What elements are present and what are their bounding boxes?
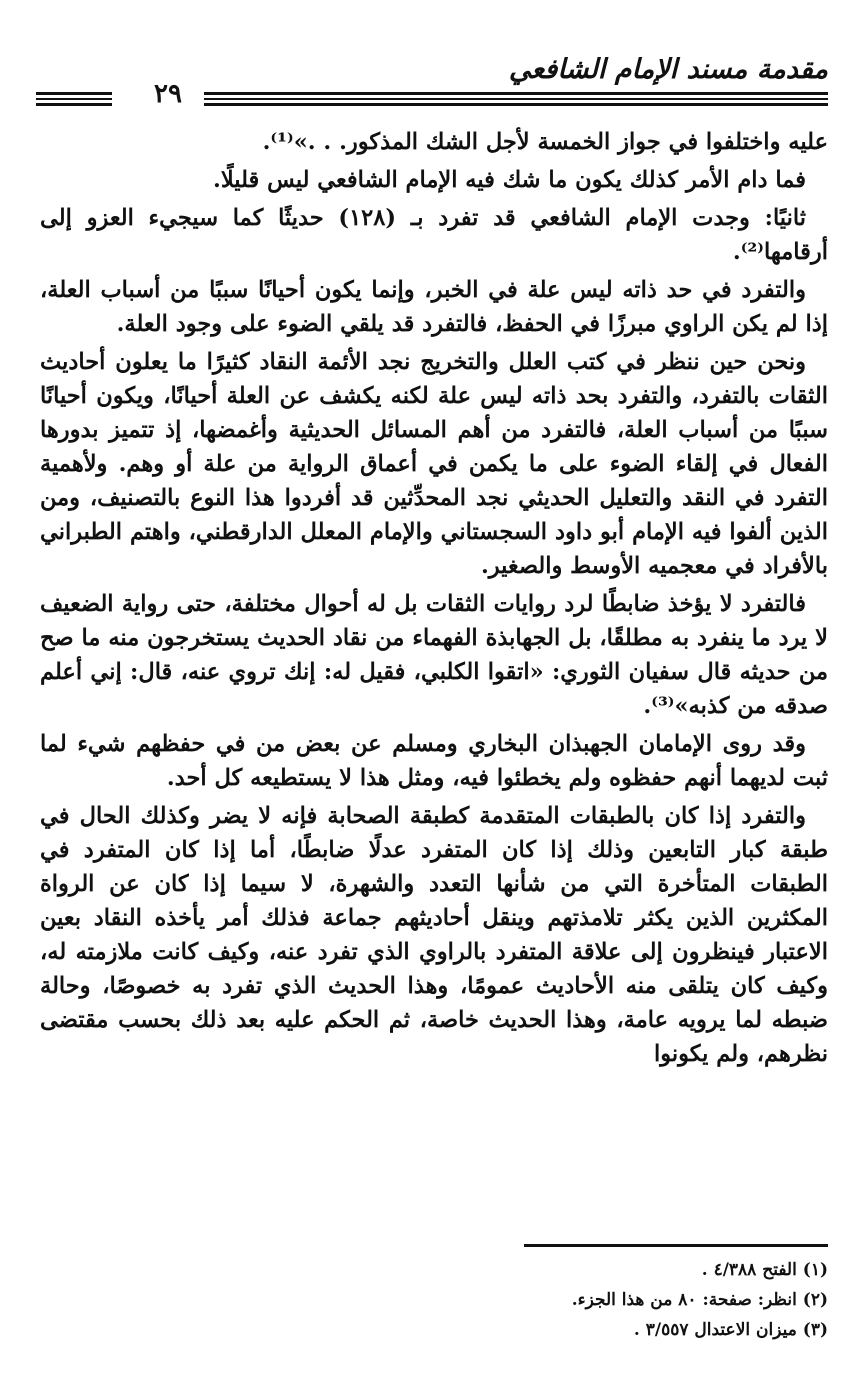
footnotes xyxy=(420,1255,828,1345)
paragraph: والتفرد في حد ذاته ليس علة في الخبر، وإنما يكون أحيانًا سببًا من أسباب العلة، إذا لم يكن الراوي مبرزًا في الحفظ، فالتفرد قد يلقي الضوء على وجود العلة. xyxy=(40,277,828,337)
footnote: (٣) ميزان الاعتدال ٣/٥٥٧ . xyxy=(633,1320,828,1340)
header-rule-right xyxy=(204,92,828,106)
page-header xyxy=(36,52,828,114)
main-text xyxy=(40,125,828,1075)
page-number: ٢٩ xyxy=(154,79,182,109)
paragraph: ثانيًا: وجدت الإمام الشافعي قد تفرد بـ (١٢٨) حديثًا كما سيجيء العزو إلى أرقامها⁽²⁾. xyxy=(40,205,828,265)
paragraph: وقد روى الإمامان الجهبذان البخاري ومسلم عن بعض من في حفظهم شيء لما ثبت لديهما أنهم حفظوه ولم يخطئوا فيه، ومثل هذا لا يستطيعه كل أحد. xyxy=(40,731,828,791)
running-title: مقدمة مسند الإمام الشافعي xyxy=(508,54,828,85)
footnote-separator xyxy=(524,1244,828,1247)
footnote: (٢) انظر: صفحة: ٨٠ من هذا الجزء. xyxy=(571,1290,828,1310)
paragraph: والتفرد إذا كان بالطبقات المتقدمة كطبقة الصحابة فإنه لا يضر وكذلك الحال في طبقة كبار التابعين وذلك إذا كان المتفرد عدلًا ضابطًا، أما إذا كان المتفرد في الطبقات المتأخرة التي من شأنها التعدد والشهرة، لا سيما إذا كان عن الرواة المكثرين الذين يكثر تلامذتهم وينقل أحاديثهم جماعة فذلك أمر يأخذه النقاد بعين الاعتبار فينظرون إلى علاقة المتفرد بالراوي الذي تفرد عنه، وكيف كانت ملازمته له، وكيف كان يتلقى منه الأحاديث عمومًا، وهذا الحديث الذي تفرد به خصوصًا، وحالة ضبطه لما يرويه عامة، وهذا الحديث خاصة، ثم الحكم عليه بعد ذلك بحسب مقتضى نظرهم، ولم يكونوا xyxy=(40,803,828,1067)
paragraph: فالتفرد لا يؤخذ ضابطًا لرد روايات الثقات بل له أحوال مختلفة، حتى رواية الضعيف لا يرد ما ينفرد به مطلقًا، بل الجهابذة الفهماء من نقاد الحديث يستخرجون منه ما صح من حديثه قال سفيان الثوري: «اتقوا الكلبي، فقيل له: إنك تروي عنه، قال: إني أعلم صدقه من كذبه»⁽³⁾. xyxy=(40,591,828,719)
paragraph: عليه واختلفوا في جواز الخمسة لأجل الشك المذكور. . .»⁽¹⁾. xyxy=(262,129,828,155)
paragraph: فما دام الأمر كذلك يكون ما شك فيه الإمام الشافعي ليس قليلًا. xyxy=(213,167,806,193)
header-rule-left xyxy=(36,92,112,106)
paragraph: ونحن حين ننظر في كتب العلل والتخريج نجد الأئمة النقاد كثيرًا ما يعلون أحاديث الثقات بالتفرد، والتفرد بحد ذاته ليس علة لكنه يكشف عن العلة أحيانًا، ويكون أحيانًا سببًا من أسباب العلة، فالتفرد من أهم المسائل الحديثية وأغمضها، إذ تتميز بدورها الفعال في إلقاء الضوء على ما يكمن في أعماق الرواية من علة أو وهم. ولأهمية التفرد في النقد والتعليل الحديثي نجد المحدِّثين قد أفردوا هذا النوع بالتصنيف، ومن الذين ألفوا فيه الإمام أبو داود السجستاني والإمام المعلل الدارقطني، واهتم الطبراني بالأفراد في معجميه الأوسط والصغير. xyxy=(40,349,828,579)
footnote: (١) الفتح ٤/٣٨٨ . xyxy=(701,1260,828,1280)
